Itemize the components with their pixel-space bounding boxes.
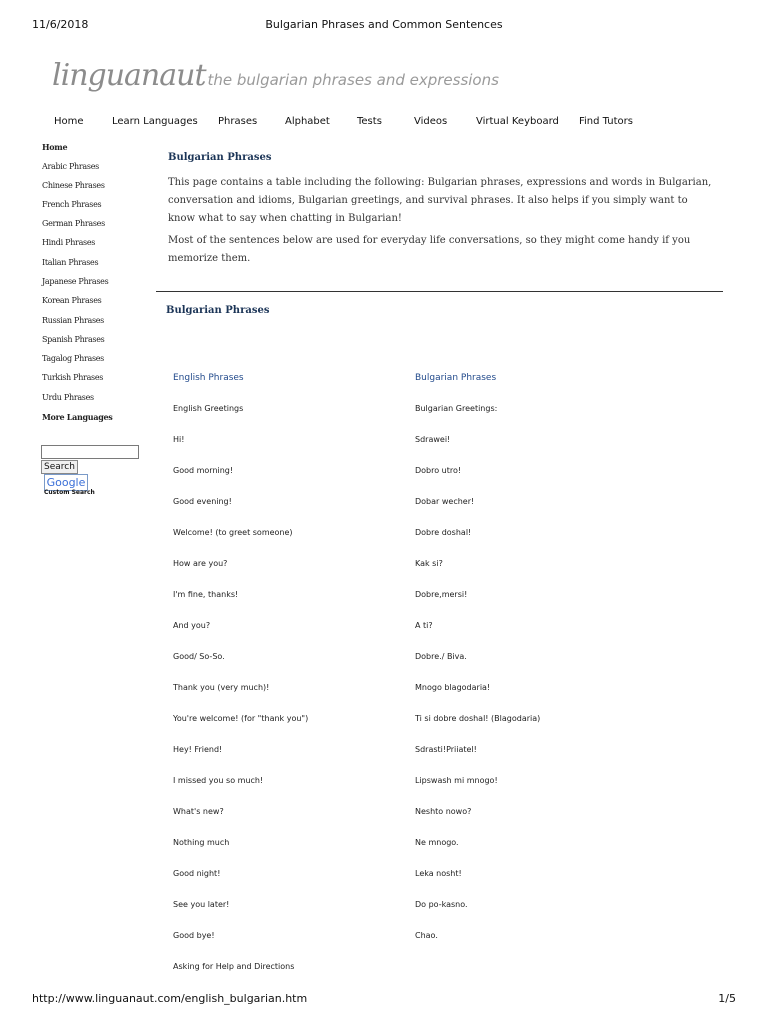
sidebar-item-urdu[interactable]: Urdu Phrases bbox=[42, 393, 94, 402]
table-cell-bulgarian: Leka nosht! bbox=[415, 869, 462, 878]
table-cell-bulgarian: Dobre./ Biva. bbox=[415, 652, 467, 661]
table-section-heading: Asking for Help and Directions bbox=[173, 962, 295, 971]
sidebar-item-arabic[interactable]: Arabic Phrases bbox=[42, 162, 99, 171]
table-cell-english: I'm fine, thanks! bbox=[173, 590, 239, 599]
nav-tests[interactable]: Tests bbox=[357, 116, 382, 127]
nav-learn-languages[interactable]: Learn Languages bbox=[112, 116, 198, 127]
table-cell-english: Hi! bbox=[173, 435, 185, 444]
table-cell-english: I missed you so much! bbox=[173, 776, 264, 785]
table-cell-english: Good/ So-So. bbox=[173, 652, 225, 661]
table-cell-english: See you later! bbox=[173, 900, 230, 909]
print-date: 11/6/2018 bbox=[32, 18, 89, 31]
nav-phrases[interactable]: Phrases bbox=[218, 116, 258, 127]
table-cell-bulgarian: Dobre doshal! bbox=[415, 528, 472, 537]
nav-virtual-keyboard[interactable]: Virtual Keyboard bbox=[476, 116, 559, 127]
print-title: Bulgarian Phrases and Common Sentences bbox=[265, 18, 503, 31]
table-cell-bulgarian: Dobre,mersi! bbox=[415, 590, 468, 599]
sidebar-item-french[interactable]: French Phrases bbox=[42, 200, 102, 209]
table-cell-bulgarian: Mnogo blagodaria! bbox=[415, 683, 491, 692]
logo-brand: linguanaut bbox=[52, 58, 206, 93]
table-cell-bulgarian: Lipswash mi mnogo! bbox=[415, 776, 498, 785]
search-input[interactable] bbox=[41, 445, 139, 459]
table-cell-english: How are you? bbox=[173, 559, 228, 568]
intro-paragraph-2: Most of the sentences below are used for everyday life conversations, so they might come handy if you memorize them. bbox=[168, 235, 691, 264]
table-cell-english: Good morning! bbox=[173, 466, 234, 475]
table-cell-bulgarian: Dobro utro! bbox=[415, 466, 462, 475]
table-cell-bulgarian: Ne mnogo. bbox=[415, 838, 459, 847]
table-cell-bulgarian: Kak si? bbox=[415, 559, 443, 568]
print-footer bbox=[32, 992, 736, 1006]
table-header-bulgarian: Bulgarian Phrases bbox=[415, 373, 497, 383]
sidebar-item-hindi[interactable]: Hindi Phrases bbox=[42, 238, 96, 247]
sidebar-item-russian[interactable]: Russian Phrases bbox=[42, 316, 104, 325]
table-cell-english: Thank you (very much)! bbox=[173, 683, 270, 692]
google-logo-text: Google bbox=[46, 476, 86, 489]
section-title: Bulgarian Phrases bbox=[166, 305, 270, 316]
sidebar-item-italian[interactable]: Italian Phrases bbox=[42, 258, 99, 267]
section-divider bbox=[156, 291, 723, 292]
table-cell-english: Hey! Friend! bbox=[173, 745, 223, 754]
table-cell-english: Good bye! bbox=[173, 931, 215, 940]
table-cell-bulgarian: Bulgarian Greetings: bbox=[415, 404, 498, 413]
nav-home[interactable]: Home bbox=[54, 116, 84, 127]
table-cell-english: English Greetings bbox=[173, 404, 244, 413]
custom-search-label: Custom Search bbox=[44, 489, 95, 496]
table-cell-english: Good evening! bbox=[173, 497, 232, 506]
sidebar-item-japanese[interactable]: Japanese Phrases bbox=[42, 277, 109, 286]
sidebar-item-german[interactable]: German Phrases bbox=[42, 219, 105, 228]
sidebar-item-korean[interactable]: Korean Phrases bbox=[42, 296, 102, 305]
site-logo[interactable] bbox=[52, 58, 499, 93]
table-header-english: English Phrases bbox=[173, 373, 244, 383]
nav-alphabet[interactable]: Alphabet bbox=[285, 116, 330, 127]
sidebar-item-home[interactable]: Home bbox=[42, 142, 68, 152]
table-cell-bulgarian: Do po-kasno. bbox=[415, 900, 468, 909]
sidebar-item-turkish[interactable]: Turkish Phrases bbox=[42, 373, 104, 382]
table-cell-bulgarian: Neshto nowo? bbox=[415, 807, 472, 816]
print-url[interactable]: http://www.linguanaut.com/english_bulgarian.htm bbox=[32, 992, 308, 1005]
sidebar-item-tagalog[interactable]: Tagalog Phrases bbox=[42, 354, 104, 363]
table-cell-bulgarian: Sdrasti!Priiatel! bbox=[415, 745, 477, 754]
nav-videos[interactable]: Videos bbox=[414, 116, 448, 127]
table-cell-bulgarian: A ti? bbox=[415, 621, 433, 630]
table-cell-bulgarian: Ti si dobre doshal! (Blagodaria) bbox=[415, 714, 541, 723]
page-title: Bulgarian Phrases bbox=[168, 152, 272, 163]
table-cell-bulgarian: Sdrawei! bbox=[415, 435, 451, 444]
table-cell-bulgarian: Dobar wecher! bbox=[415, 497, 475, 506]
table-cell-english: And you? bbox=[173, 621, 211, 630]
table-cell-english: Nothing much bbox=[173, 838, 230, 847]
sidebar-item-more-languages[interactable]: More Languages bbox=[42, 412, 113, 422]
sidebar-item-chinese[interactable]: Chinese Phrases bbox=[42, 181, 105, 190]
sidebar-item-spanish[interactable]: Spanish Phrases bbox=[42, 335, 105, 344]
table-cell-english: You're welcome! (for "thank you") bbox=[173, 714, 309, 723]
page-number: 1/5 bbox=[718, 992, 736, 1005]
print-header bbox=[32, 18, 736, 32]
table-cell-english: Welcome! (to greet someone) bbox=[173, 528, 293, 537]
table-cell-english: What's new? bbox=[173, 807, 224, 816]
logo-tagline: the bulgarian phrases and expressions bbox=[207, 71, 499, 89]
table-cell-english: Good night! bbox=[173, 869, 221, 878]
top-nav bbox=[0, 116, 768, 130]
search-button[interactable]: Search bbox=[41, 460, 78, 474]
nav-find-tutors[interactable]: Find Tutors bbox=[579, 116, 633, 127]
table-cell-bulgarian: Chao. bbox=[415, 931, 438, 940]
intro-paragraph-1: This page contains a table including the following: Bulgarian phrases, expressions and words in Bulgarian, conversation and idioms, Bulgarian greetings, and survival phrases. It also helps if you simply want to know what to say when chatting in Bulgarian! bbox=[168, 177, 712, 224]
intro-text bbox=[168, 174, 713, 272]
